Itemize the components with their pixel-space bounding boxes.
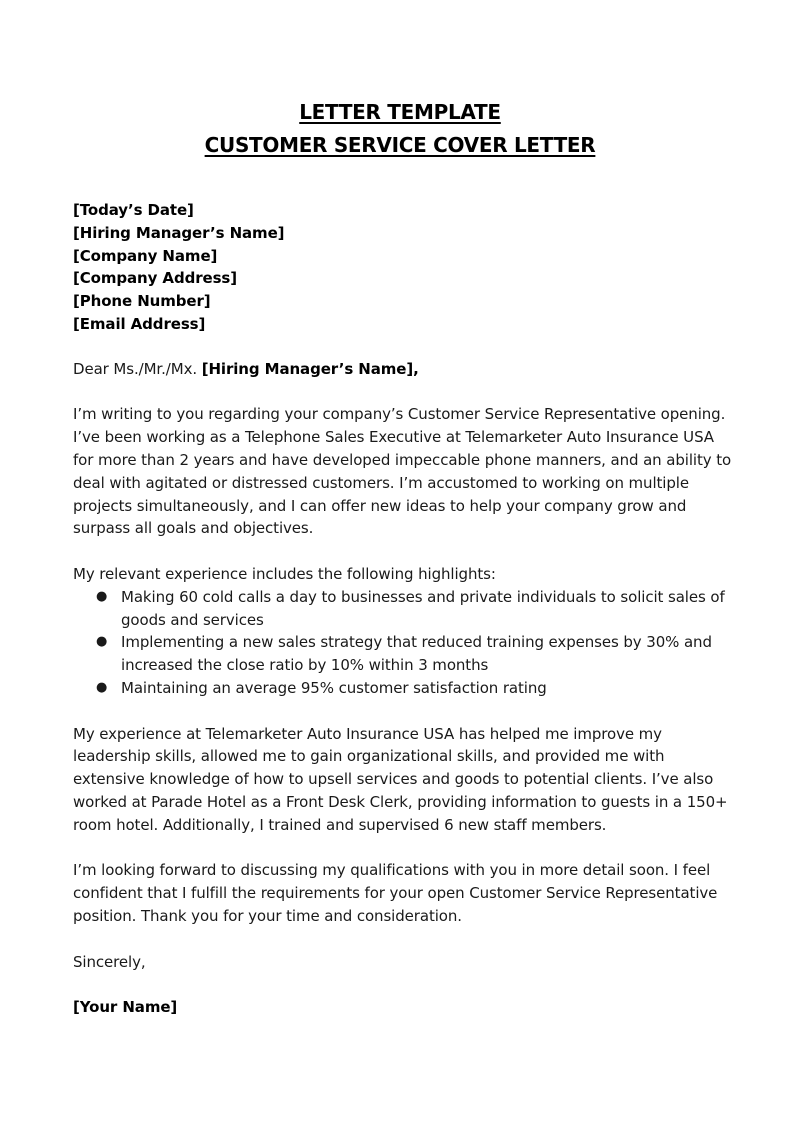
date-placeholder: [Today’s Date] bbox=[73, 201, 194, 219]
list-item-text: Implementing a new sales strategy that reduced training expenses by 30% and increased the close ratio by 10% within 3 months bbox=[121, 633, 712, 675]
bullet-icon: ● bbox=[96, 634, 108, 650]
title-letter-template: LETTER TEMPLATE bbox=[299, 100, 501, 124]
highlights-list bbox=[73, 586, 733, 700]
list-item bbox=[73, 631, 733, 677]
sender-header bbox=[73, 199, 733, 336]
letter-title bbox=[0, 96, 800, 162]
list-item bbox=[73, 586, 733, 632]
experience-paragraph: My experience at Telemarketer Auto Insurance USA has helped me improve my leadership skills, allowed me to gain organizational skills, and provided me with extensive knowledge of how to upsell services and goods to potential clients. I’ve also worked at Parade Hotel as a Front Desk Clerk, providing information to guests in a 150+ room hotel. Additionally, I trained and supervised 6 new staff members. bbox=[73, 724, 728, 834]
company-address-placeholder: [Company Address] bbox=[73, 269, 238, 288]
bullet-icon: ● bbox=[96, 679, 108, 695]
bullet-icon: ● bbox=[96, 588, 108, 604]
email-address-placeholder: [Email Address] bbox=[73, 314, 206, 333]
highlights-intro: My relevant experience includes the following highlights: bbox=[73, 564, 496, 583]
signature-placeholder: [Your Name] bbox=[73, 998, 178, 1017]
closing-salutation: Sincerely, bbox=[73, 952, 146, 971]
letter-content bbox=[73, 199, 733, 1019]
salutation-prefix: Dear Ms./Mr./Mx. bbox=[73, 359, 202, 378]
phone-number-placeholder: [Phone Number] bbox=[73, 292, 211, 311]
list-item-text: Making 60 cold calls a day to businesses and private individuals to solicit sales of goods and services bbox=[121, 587, 725, 629]
title-cover-letter: CUSTOMER SERVICE COVER LETTER bbox=[204, 133, 596, 157]
salutation bbox=[73, 358, 733, 381]
salutation-name: [Hiring Manager’s Name], bbox=[201, 359, 419, 378]
company-name-placeholder: [Company Name] bbox=[73, 246, 218, 265]
intro-paragraph: I’m writing to you regarding your company’s Customer Service Representative opening. I’ve been working as a Telephone Sales Executive at Telemarketer Auto Insurance USA for more than 2 years and have developed impeccable phone manners, and an ability to deal with agitated or distressed customers. I’m accustomed to working on multiple projects simultaneously, and I can offer new ideas to help your company grow and surpass all goals and objectives. bbox=[73, 405, 732, 538]
closing-paragraph: I’m looking forward to discussing my qualifications with you in more detail soon. I feel confident that I fulfill the requirements for your open Customer Service Representative position. Thank you for your time and consideration. bbox=[73, 861, 718, 925]
list-item bbox=[73, 677, 733, 700]
hiring-manager-placeholder: [Hiring Manager’s Name] bbox=[73, 223, 285, 242]
list-item-text: Maintaining an average 95% customer satisfaction rating bbox=[121, 678, 547, 697]
